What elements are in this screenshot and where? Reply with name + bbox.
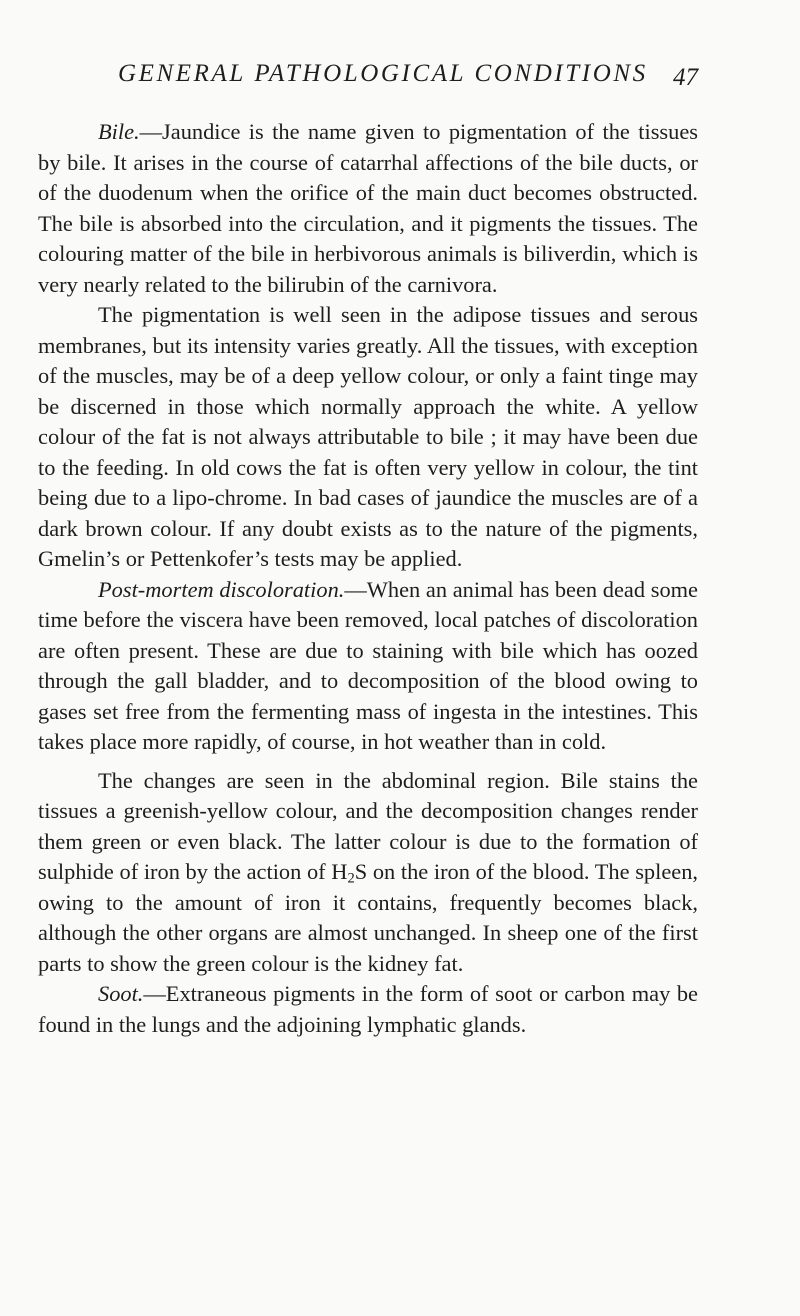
body-text [38,117,698,1040]
paragraph-bile [38,117,698,300]
paragraph-text: The changes are seen in the abdominal region. Bile stains the tissues a greenish-yellow colour, and the decomposition changes render them green or even black. The latter colour is due to the formation of sulphide of iron by the action of H [38,767,698,884]
running-title: GENERAL PATHOLOGICAL CONDITIONS [118,60,648,87]
run-in-heading-post-mortem: Post-mortem discoloration. [98,576,345,602]
paragraph-soot [38,979,698,1040]
paragraph-changes [38,766,698,980]
run-in-heading-soot: Soot. [98,981,144,1006]
running-head [118,60,698,96]
paragraph-pigmentation [38,300,698,575]
paragraph-text: —When an animal has been dead some time before the viscera have been removed, local patches of discoloration are often present. These are due to staining with bile which has oozed through the gall bladder, and to decomposition of the blood owing to gases set free from the fermenting mass of ingesta in the intestines. This takes place more rapidly, of course, in hot weather than in cold. [38,576,698,754]
paragraph-text: The pigmentation is well seen in the adipose tissues and serous membranes, but its intensity varies greatly. All the tissues, with exception of the muscles, may be of a deep yellow colour, or only a faint tinge may be discerned in those which normally approach the white. A yellow colour of the fat is not always attributable to bile ; it may have been due to the feeding. In old cows the fat is often very yellow in colour, the tint being due to a lipo-chrome. In bad cases of jaundice the muscles are of a dark brown colour. If any doubt exists as to the nature of the pigments, Gmelin’s or Pettenkofer’s tests may be applied. [38,302,698,571]
paragraph-text: —Jaundice is the name given to pigmentation of the tissues by bile. It arises in the course of catarrhal affections of the bile ducts, or of the duodenum when the orifice of the main duct becomes obstructed. The bile is absorbed into the circulation, and it pigments the tissues. The colouring matter of the bile in herbivorous animals is biliverdin, which is very nearly related to the bilirubin of the carnivora. [38,119,698,297]
page-number: 47 [673,64,698,91]
subscript-two: 2 [347,870,355,887]
paragraph-post-mortem [38,575,698,758]
run-in-heading-bile: Bile. [98,119,140,144]
paragraph-text: S on the iron of the blood. The spleen, owing to the amount of iron it contains, frequently becomes black, although the other organs are almost unchanged. In sheep one of the first parts to show the green colour is the kidney fat. [38,859,699,976]
paragraph-text: —Extraneous pigments in the form of soot or carbon may be found in the lungs and the adjoining lymphatic glands. [38,981,698,1037]
